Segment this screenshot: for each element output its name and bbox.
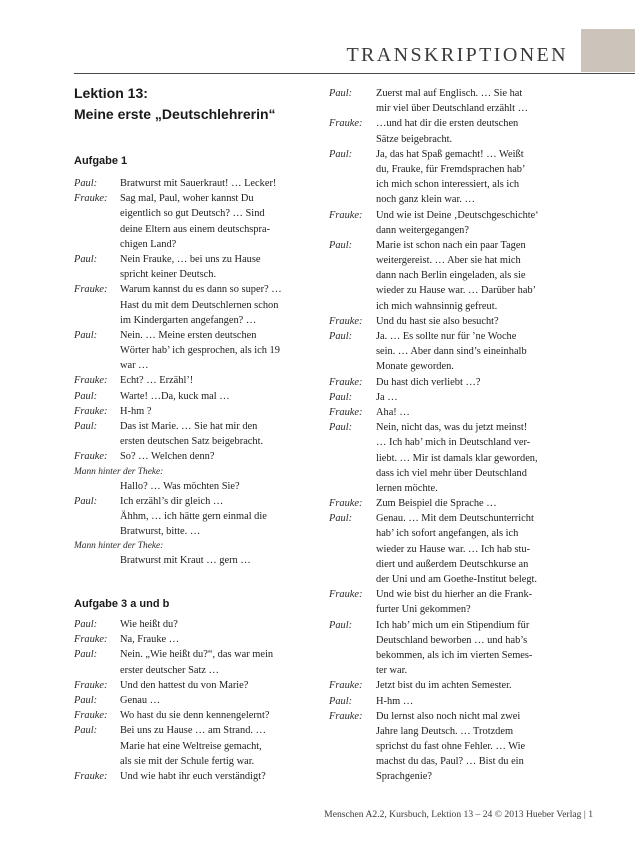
dialogue-text: Du lernst also noch nicht mal zwei <box>376 710 521 722</box>
speaker-label: Paul: <box>74 421 98 432</box>
transcript-line <box>74 754 324 769</box>
dialogue-text: …und hat dir die ersten deutschen <box>376 118 519 130</box>
dialogue-text: Marie hat eine Weltreise gemacht, <box>120 740 262 752</box>
dialogue-text: Monate geworden. <box>376 361 454 373</box>
transcript-line <box>74 509 324 524</box>
dialogue-text: Und den hattest du von Marie? <box>120 679 249 691</box>
transcript-line <box>329 390 569 405</box>
transcript-line <box>329 451 569 466</box>
dialogue-text: eigentlich so gut Deutsch? … Sind <box>120 208 265 220</box>
transcript-line <box>329 283 569 298</box>
transcript-line <box>74 282 324 297</box>
speaker-label: Frauke: <box>74 710 108 722</box>
page-header-title: TRANSKRIPTIONEN <box>346 44 568 66</box>
transcript-line <box>74 389 324 404</box>
dialogue-text: im Kindergarten angefangen? … <box>120 314 257 326</box>
speaker-label: Paul: <box>74 619 98 630</box>
transcript-line <box>329 648 569 663</box>
dialogue-text: Na, Frauke … <box>120 634 180 646</box>
transcript-line <box>74 267 324 282</box>
dialogue-text: ich mich wahnsinnig gefreut. <box>376 300 498 312</box>
dialogue-text: mir viel über Deutschland erzählt … <box>376 103 529 115</box>
transcript-line <box>74 708 324 723</box>
transcript-line <box>329 663 569 678</box>
dialogue-text: Genau … <box>120 694 161 706</box>
transcript-line <box>329 177 569 192</box>
dialogue-text: Ähhm, … ich hätte gern einmal die <box>120 510 267 522</box>
dialogue-text: Hallo? … Was möchten Sie? <box>120 480 240 492</box>
transcript-line <box>329 147 569 162</box>
transcript-line <box>329 678 569 693</box>
dialogue-text: So? … Welchen denn? <box>120 451 215 463</box>
speaker-label: Paul: <box>329 148 353 160</box>
dialogue-text: Bratwurst, bitte. … <box>120 526 201 538</box>
transcript-line <box>74 328 324 343</box>
dialogue-text: war … <box>120 360 149 372</box>
lesson-title: Meine erste „Deutschlehrerin“ <box>74 106 276 122</box>
speaker-label: Paul: <box>74 329 98 341</box>
transcript-line <box>329 405 569 420</box>
transcript-line <box>74 206 324 221</box>
dialogue-text: Nein Frauke, … bei uns zu Hause <box>120 253 261 265</box>
speaker-label: Frauke: <box>74 375 108 387</box>
transcript-line <box>329 724 569 739</box>
transcript-line <box>329 466 569 481</box>
dialogue-text: Sag mal, Paul, woher kannst Du <box>120 193 254 205</box>
transcript-line <box>74 434 324 449</box>
dialogue-text: Ja … <box>376 391 398 403</box>
transcript-line <box>329 481 569 496</box>
dialogue-text: Zuerst mal auf Englisch. … Sie hat <box>376 88 523 99</box>
dialogue-text: sprichst du fast ohne Fehler. … Wie <box>376 741 526 753</box>
dialogue-text: furter Uni gekommen? <box>376 604 471 616</box>
transcript-line <box>329 375 569 390</box>
dialogue-text: chigen Land? <box>120 238 177 250</box>
dialogue-text: Echt? … Erzähl’! <box>120 375 194 387</box>
dialogue-text: Warum kannst du es dann so super? … <box>120 284 282 296</box>
transcript-line <box>329 618 569 633</box>
speaker-label: Paul: <box>74 495 98 507</box>
dialogue-text: erster deutscher Satz … <box>120 664 219 676</box>
transcript-line <box>329 238 569 253</box>
transcript-line <box>74 313 324 328</box>
transcript-line <box>74 419 324 434</box>
speaker-label: Frauke: <box>329 118 363 130</box>
speaker-label: Paul: <box>329 391 353 403</box>
dialogue-text: Ich hab’ mich um ein Stipendium für <box>376 619 530 631</box>
transcript-line <box>329 314 569 329</box>
speaker-label: Paul: <box>329 239 353 251</box>
transcript-line <box>329 709 569 724</box>
dialogue-text: bekommen, als ich im vierten Semes- <box>376 649 533 661</box>
dialogue-text: machst du das, Paul? … Bist du ein <box>376 756 524 768</box>
speaker-label: Frauke: <box>74 451 108 463</box>
speaker-label: Frauke: <box>74 405 108 417</box>
dialogue-text: ersten deutschen Satz beigebracht. <box>120 436 264 448</box>
aufgabe-1-transcript <box>74 176 324 569</box>
dialogue-text: Bratwurst mit Kraut … gern … <box>120 555 251 567</box>
transcript-line <box>74 252 324 267</box>
dialogue-text: Wo hast du sie denn kennengelernt? <box>120 710 270 722</box>
transcript-line <box>329 208 569 223</box>
dialogue-text: Marie ist schon nach ein paar Tagen <box>376 239 526 251</box>
speaker-label: Paul: <box>74 178 98 189</box>
dialogue-text: du, Frauke, für Fremdsprachen hab’ <box>376 163 526 175</box>
transcript-line <box>74 723 324 738</box>
transcript-line <box>329 116 569 131</box>
speaker-label: Frauke: <box>74 284 108 296</box>
dialogue-text: Und du hast sie also besucht? <box>376 315 499 327</box>
speaker-label: Frauke: <box>329 376 363 388</box>
dialogue-text: weitergereist. … Aber sie hat mich <box>376 255 521 267</box>
dialogue-text: Wie heißt du? <box>120 619 178 630</box>
transcript-line <box>329 542 569 557</box>
transcript-line <box>329 602 569 617</box>
dialogue-text: Du hast dich verliebt …? <box>376 376 481 388</box>
stage-note: Mann hinter der Theke: <box>74 466 164 477</box>
speaker-label: Frauke: <box>74 679 108 691</box>
dialogue-text: deine Eltern aus einem deutschspra- <box>120 223 271 235</box>
speaker-label: Paul: <box>329 619 353 631</box>
transcript-line <box>74 693 324 708</box>
speaker-label: Frauke: <box>329 589 363 601</box>
dialogue-text: dann weitergegangen? <box>376 224 469 236</box>
transcript-line <box>74 494 324 509</box>
dialogue-text: Ja. … Es sollte nur für ’ne Woche <box>376 331 517 342</box>
dialogue-text: Jahre lang Deutsch. … Trotzdem <box>376 725 514 737</box>
dialogue-text: Nein, nicht das, was du jetzt meinst! <box>376 422 528 434</box>
speaker-label: Paul: <box>329 695 353 707</box>
dialogue-text: noch ganz klein war. … <box>376 194 475 206</box>
dialogue-text: Das ist Marie. … Sie hat mir den <box>120 421 258 432</box>
speaker-label: Paul: <box>74 725 98 737</box>
speaker-label: Paul: <box>329 88 353 99</box>
dialogue-text: H-hm … <box>376 695 414 707</box>
dialogue-text: Genau. … Mit dem Deutschunterricht <box>376 513 534 525</box>
dialogue-text: Und wie bist du hierher an die Frank- <box>376 589 533 601</box>
page-footer: Menschen A2.2, Kursbuch, Lektion 13 – 24 © 2013 Hueber Verlag | 1 <box>324 809 593 820</box>
speaker-label: Frauke: <box>329 406 363 418</box>
transcript-line <box>329 435 569 450</box>
dialogue-text: … Ich hab’ mich in Deutschland ver- <box>376 437 531 449</box>
dialogue-text: Zum Beispiel die Sprache … <box>376 498 497 510</box>
dialogue-text: Nein. „Wie heißt du?“, das war mein <box>120 649 274 661</box>
transcript-line <box>329 526 569 541</box>
transcript-line <box>329 101 569 116</box>
dialogue-text: Nein. … Meine ersten deutschen <box>120 329 257 341</box>
aufgabe-3-heading: Aufgabe 3 a und b <box>74 598 170 610</box>
dialogue-text: Und wie ist Deine ‚Deutschgeschichte‘ <box>376 209 539 221</box>
dialogue-text: hab’ ich sofort angefangen, als ich <box>376 528 519 540</box>
speaker-label: Paul: <box>74 694 98 706</box>
transcript-line <box>329 268 569 283</box>
speaker-label: Paul: <box>329 513 353 525</box>
transcript-line <box>329 162 569 177</box>
transcript-line <box>329 359 569 374</box>
dialogue-text: ter war. <box>376 665 408 677</box>
transcript-line <box>329 572 569 587</box>
speaker-label: Frauke: <box>329 710 363 722</box>
transcript-line <box>329 496 569 511</box>
transcript-line <box>329 192 569 207</box>
dialogue-text: Deutschland beworben … und hab’s <box>376 634 528 646</box>
speaker-label: Frauke: <box>329 498 363 510</box>
transcript-line <box>329 329 569 344</box>
transcript-line <box>74 647 324 662</box>
transcript-line <box>329 769 569 784</box>
transcript-line <box>329 511 569 526</box>
transcript-line <box>74 617 324 632</box>
transcript-line <box>329 694 569 709</box>
dialogue-text: Bratwurst mit Sauerkraut! … Lecker! <box>120 178 277 189</box>
dialogue-text: Ich erzähl’s dir gleich … <box>120 495 224 507</box>
speaker-label: Paul: <box>74 253 98 265</box>
transcript-line <box>329 223 569 238</box>
transcript-line <box>74 739 324 754</box>
lesson-number: Lektion 13: <box>74 85 148 101</box>
dialogue-text: lernen möchte. <box>376 482 438 494</box>
dialogue-text: dass ich viel mehr über Deutschland <box>376 467 527 479</box>
stage-note: Mann hinter der Theke: <box>74 541 164 552</box>
transcript-line <box>74 191 324 206</box>
transcript-line <box>74 176 324 191</box>
speaker-label: Frauke: <box>329 680 363 692</box>
right-column-transcript <box>329 86 569 785</box>
dialogue-text: Wörter hab’ ich gesprochen, als ich 19 <box>120 345 280 357</box>
dialogue-text: Ja, das hat Spaß gemacht! … Weißt <box>376 148 524 160</box>
transcript-line <box>74 663 324 678</box>
dialogue-text: als sie mit der Schule fertig war. <box>120 755 255 767</box>
speaker-label: Paul: <box>74 390 98 402</box>
dialogue-text: Jetzt bist du im achten Semester. <box>376 680 512 692</box>
speaker-label: Frauke: <box>329 315 363 327</box>
speaker-label: Frauke: <box>74 634 108 646</box>
transcript-line <box>74 237 324 252</box>
speaker-label: Paul: <box>329 422 353 434</box>
transcript-line <box>329 587 569 602</box>
transcript-line <box>329 420 569 435</box>
transcript-line <box>329 633 569 648</box>
dialogue-text: der Uni und am Goethe-Institut belegt. <box>376 574 538 585</box>
aufgabe-1-heading: Aufgabe 1 <box>74 155 128 167</box>
dialogue-text: Hast du mit dem Deutschlernen schon <box>120 299 279 311</box>
dialogue-text: spricht keiner Deutsch. <box>120 269 217 281</box>
dialogue-text: sein. … Aber dann sind’s eineinhalb <box>376 346 527 358</box>
transcript-line <box>74 373 324 388</box>
header-rule <box>74 73 635 74</box>
transcript-line <box>329 299 569 314</box>
transcript-line <box>329 253 569 268</box>
transcript-line <box>74 343 324 358</box>
speaker-label: Paul: <box>74 649 98 661</box>
transcript-line <box>74 678 324 693</box>
dialogue-text: Sätze beigebracht. <box>376 133 453 145</box>
transcript-line <box>74 479 324 494</box>
transcript-line <box>74 358 324 373</box>
speaker-label: Frauke: <box>329 209 363 221</box>
transcript-line <box>74 632 324 647</box>
aufgabe-3-transcript <box>74 617 324 784</box>
dialogue-text: wieder zu Hause war. … Ich hab stu- <box>376 543 531 555</box>
transcript-line <box>329 557 569 572</box>
dialogue-text: H-hm ? <box>120 405 152 417</box>
transcript-line <box>329 739 569 754</box>
dialogue-text: Und wie habt ihr euch verständigt? <box>120 770 266 782</box>
transcript-line <box>74 298 324 313</box>
dialogue-text: wieder zu Hause war. … Darüber hab’ <box>376 285 537 297</box>
dialogue-text: Sprachgenie? <box>376 771 432 783</box>
dialogue-text: liebt. … Mir ist damals klar geworden, <box>376 452 538 464</box>
transcript-line <box>74 524 324 539</box>
speaker-label: Paul: <box>329 331 353 342</box>
transcript-line <box>329 86 569 101</box>
dialogue-text: diert und außerdem Deutschkurse an <box>376 558 529 570</box>
dialogue-text: Warte! …Da, kuck mal … <box>120 390 230 402</box>
dialogue-text: Bei uns zu Hause … am Strand. … <box>120 725 267 737</box>
speaker-label: Frauke: <box>74 193 108 205</box>
dialogue-text: ich mich schon interessiert, als ich <box>376 179 520 191</box>
transcript-line <box>74 449 324 464</box>
transcript-line <box>74 222 324 237</box>
dialogue-text: Aha! … <box>376 406 410 418</box>
transcript-line <box>74 553 324 568</box>
transcript-line <box>329 754 569 769</box>
dialogue-text: dann nach Berlin eingeladen, als sie <box>376 270 526 282</box>
transcript-line <box>329 344 569 359</box>
transcript-line <box>74 769 324 784</box>
section-tab-marker <box>581 29 635 72</box>
transcript-line <box>74 404 324 419</box>
speaker-label: Frauke: <box>74 770 108 782</box>
transcript-line <box>329 132 569 147</box>
